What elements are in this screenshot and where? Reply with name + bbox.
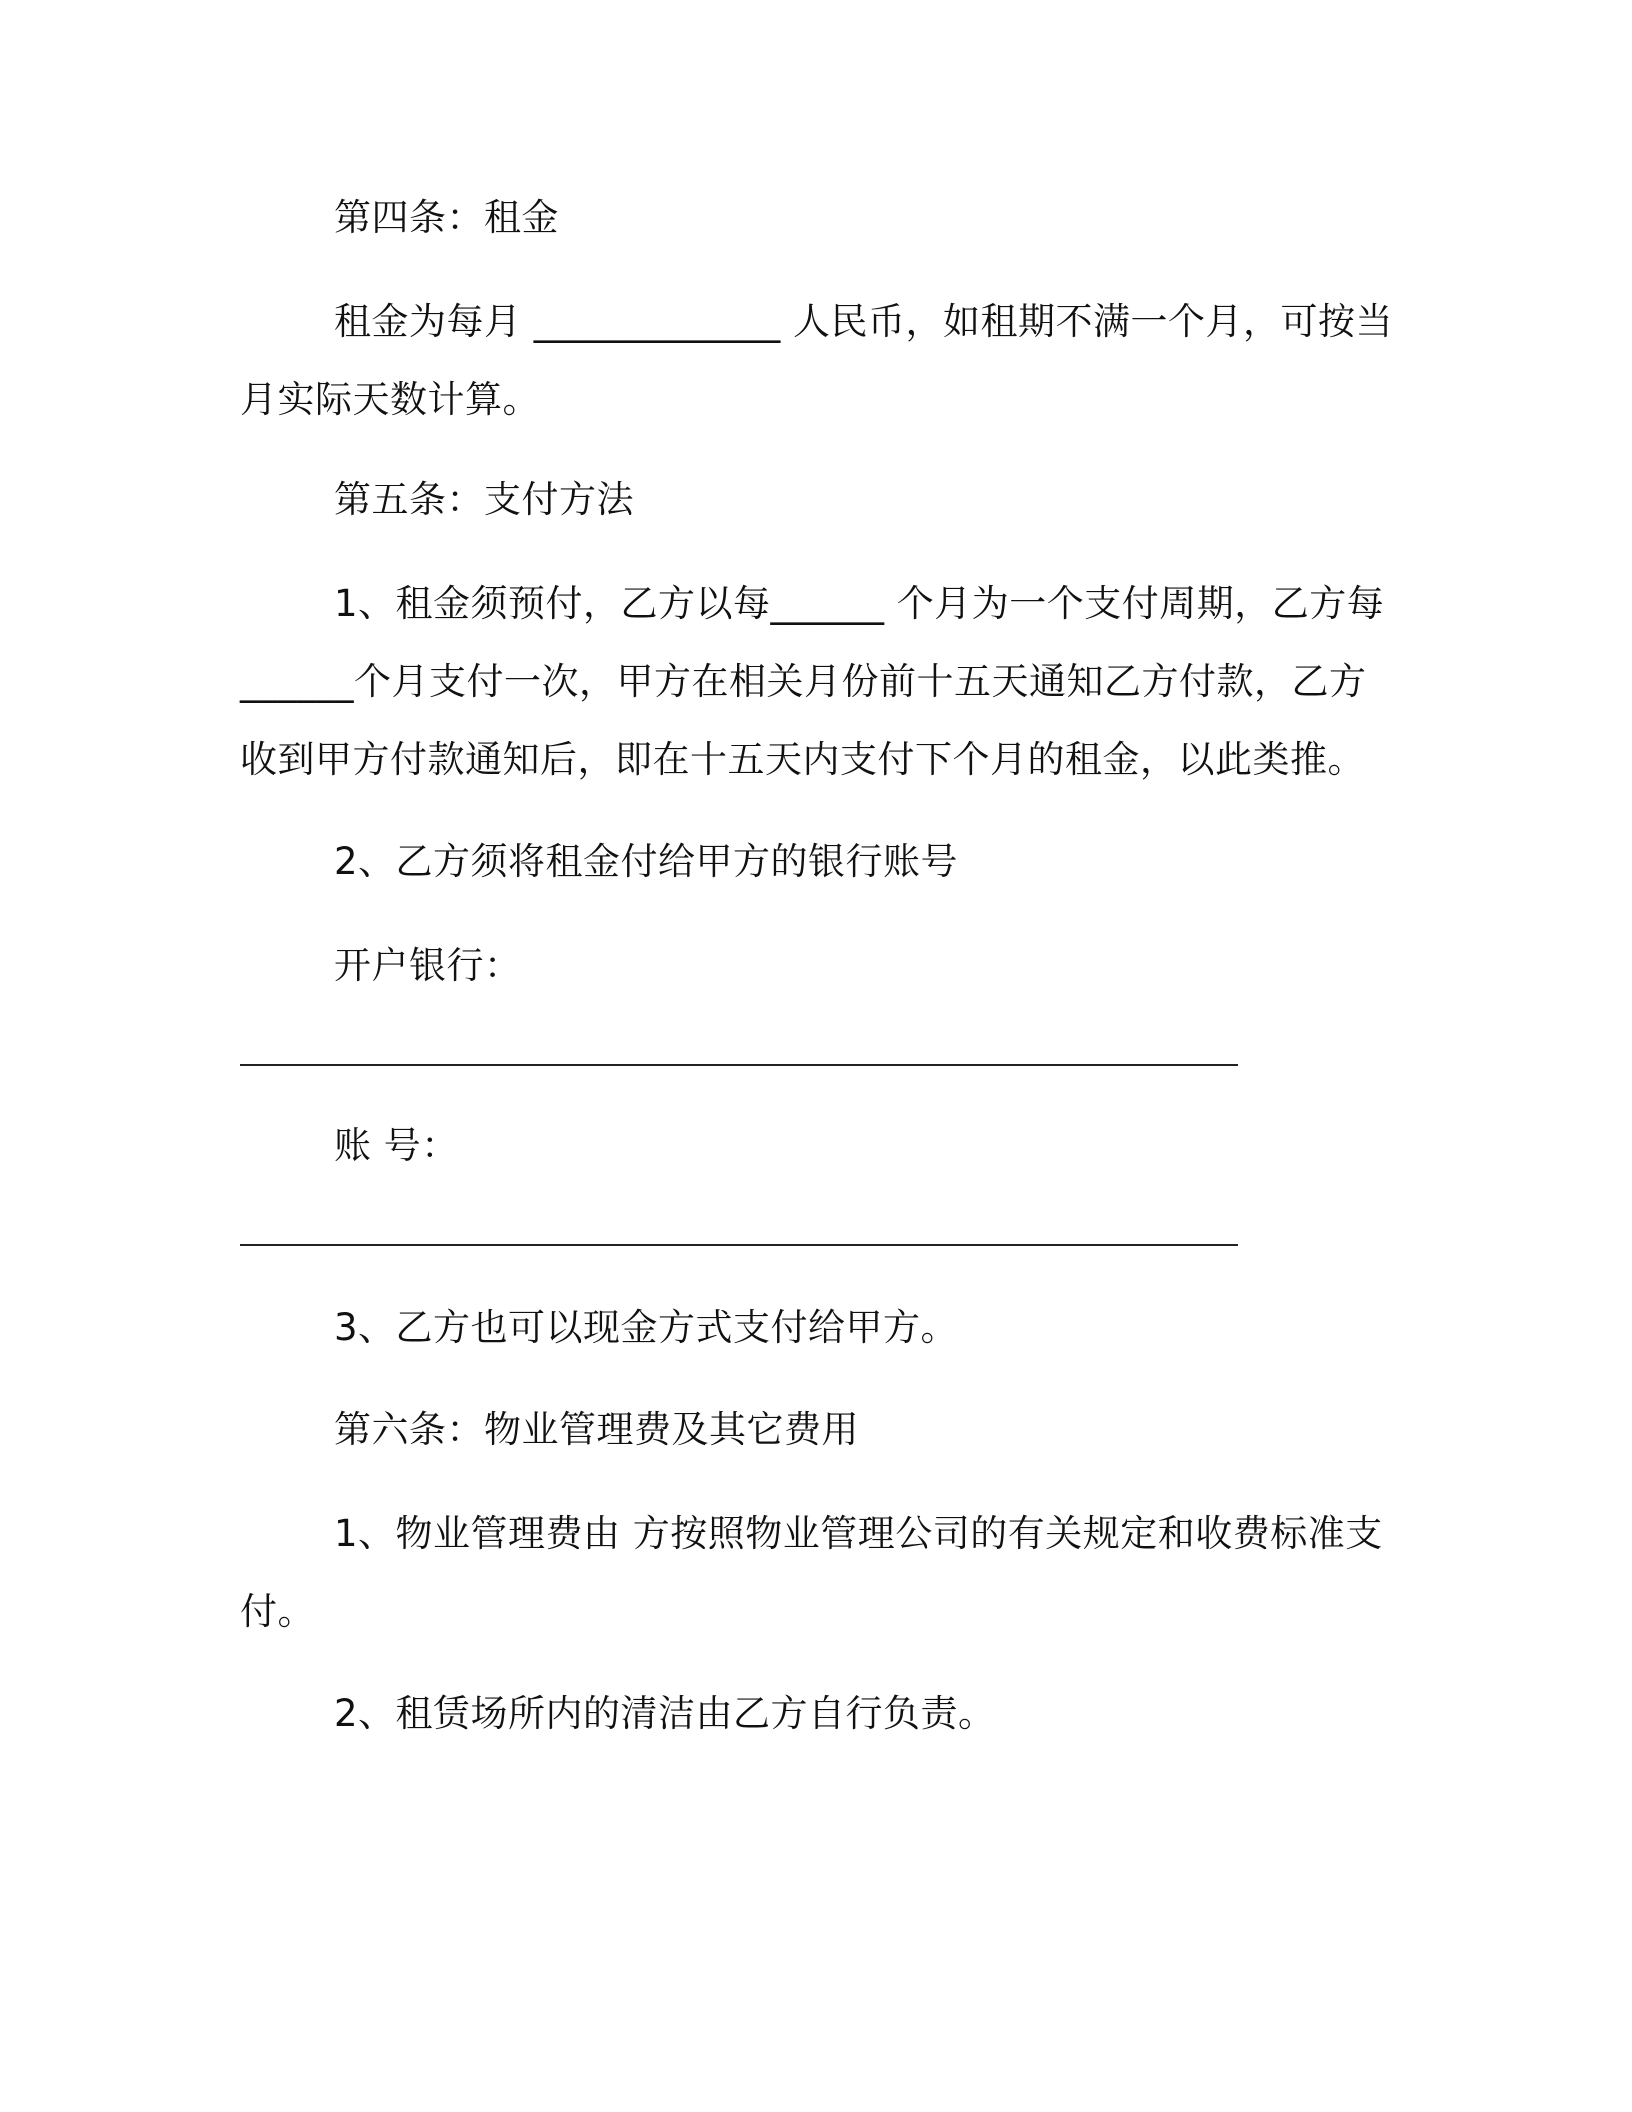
article-5-heading: 第五条：支付方法	[334, 478, 634, 521]
article-5-item-1-line-3: 收到甲方付款通知后，即在十五天内支付下个月的租金，以此类推。	[240, 738, 1365, 781]
article-4-paragraph-line-1: 租金为每月 _____________ 人民币，如租期不满一个月，可按当	[334, 300, 1394, 343]
article-5-item-3: 3、乙方也可以现金方式支付给甲方。	[334, 1306, 959, 1349]
article-6-item-2: 2、租赁场所内的清洁由乙方自行负责。	[334, 1692, 996, 1735]
article-4-heading: 第四条：租金	[334, 196, 559, 239]
account-blank-line	[240, 1244, 1238, 1246]
account-label: 账 号：	[334, 1124, 459, 1167]
article-4-paragraph-line-2: 月实际天数计算。	[240, 378, 540, 421]
article-5-item-2: 2、乙方须将租金付给甲方的银行账号	[334, 840, 959, 883]
article-5-item-1-line-1: 1、租金须预付，乙方以每______ 个月为一个支付周期，乙方每	[334, 582, 1385, 625]
article-5-item-1-line-2: ______个月支付一次，甲方在相关月份前十五天通知乙方付款，乙方	[240, 660, 1367, 703]
article-6-item-1-line-2: 付。	[240, 1590, 315, 1633]
bank-label: 开户银行：	[334, 944, 522, 987]
article-6-item-1-line-1: 1、物业管理费由 方按照物业管理公司的有关规定和收费标准支	[334, 1512, 1383, 1555]
article-6-heading: 第六条：物业管理费及其它费用	[334, 1408, 859, 1451]
bank-blank-line	[240, 1064, 1238, 1066]
